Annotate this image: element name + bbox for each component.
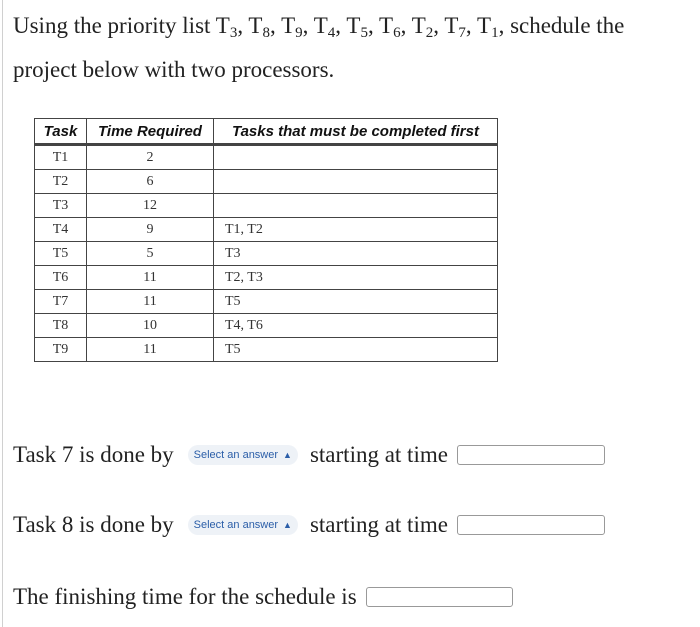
table-row <box>35 145 498 170</box>
priority-item <box>215 13 249 41</box>
cell-task: T8 <box>35 314 87 338</box>
cell-task: T5 <box>35 242 87 266</box>
priority-item-letter: T <box>411 13 426 38</box>
priority-item <box>281 13 314 41</box>
cell-prerequisites: T5 <box>214 290 498 314</box>
priority-item-separator: , <box>498 13 511 38</box>
priority-item-letter: T <box>313 13 328 38</box>
cell-time-required: 5 <box>87 242 214 266</box>
cell-task: T4 <box>35 218 87 242</box>
cell-task: T7 <box>35 290 87 314</box>
priority-item <box>444 13 477 41</box>
table-row <box>35 194 498 218</box>
header-prerequisites: Tasks that must be completed first <box>214 119 498 145</box>
priority-item-subscript: 3 <box>229 25 238 41</box>
priority-item-letter: T <box>477 13 492 38</box>
cell-task: T1 <box>35 145 87 170</box>
priority-item-letter: T <box>248 13 263 38</box>
cell-task: T2 <box>35 170 87 194</box>
priority-item <box>346 13 380 41</box>
cell-time-required: 2 <box>87 145 214 170</box>
priority-item-subscript: 7 <box>458 25 466 41</box>
cell-task: T6 <box>35 266 87 290</box>
intro-trail: schedule the <box>510 13 625 38</box>
priority-item-separator: , <box>269 13 282 38</box>
q1-start-time-input[interactable] <box>457 445 605 465</box>
q2-select-label: Select an answer <box>193 519 279 531</box>
table-row <box>35 218 498 242</box>
intro-lead: Using the priority list <box>13 13 216 38</box>
header-task: Task <box>35 119 87 145</box>
cell-time-required: 11 <box>87 266 214 290</box>
priority-item-letter: T <box>281 13 296 38</box>
cell-prerequisites: T3 <box>214 242 498 266</box>
table-body <box>35 145 498 362</box>
priority-item <box>379 13 412 41</box>
q2-start-time-input[interactable] <box>457 515 605 535</box>
table-row <box>35 338 498 362</box>
table-header-row <box>35 119 498 145</box>
cell-time-required: 10 <box>87 314 214 338</box>
q2-label: Task 8 is done by <box>13 512 174 537</box>
priority-item-separator: , <box>433 13 445 38</box>
cell-task: T3 <box>35 194 87 218</box>
priority-item-separator: , <box>367 13 380 38</box>
priority-item-letter: T <box>444 13 459 38</box>
priority-item <box>411 13 445 41</box>
question-task7 <box>13 442 605 468</box>
priority-item-subscript: 4 <box>327 25 336 41</box>
cell-prerequisites <box>214 194 498 218</box>
priority-item <box>477 13 511 41</box>
q1-select-label: Select an answer <box>193 449 279 461</box>
q2-processor-select[interactable] <box>188 515 298 535</box>
header-time-required: Time Required <box>87 119 214 145</box>
priority-item-separator: , <box>237 13 249 38</box>
table-row <box>35 170 498 194</box>
task-table <box>34 118 498 362</box>
cell-prerequisites <box>214 145 498 170</box>
priority-item-letter: T <box>379 13 394 38</box>
priority-item-separator: , <box>302 13 314 38</box>
cell-time-required: 6 <box>87 170 214 194</box>
q1-label: Task 7 is done by <box>13 442 174 467</box>
cell-time-required: 9 <box>87 218 214 242</box>
table-row <box>35 290 498 314</box>
cell-time-required: 11 <box>87 338 214 362</box>
cell-time-required: 12 <box>87 194 214 218</box>
priority-item-subscript: 6 <box>393 25 401 41</box>
priority-item-separator: , <box>400 13 412 38</box>
priority-item-subscript: 1 <box>491 25 499 41</box>
q2-tail: starting at time <box>309 512 448 537</box>
question-task8 <box>13 512 605 538</box>
chevron-updown-icon: ▲︎ <box>283 450 292 460</box>
priority-item-subscript: 9 <box>295 25 303 41</box>
cell-prerequisites: T5 <box>214 338 498 362</box>
priority-item <box>248 13 282 41</box>
priority-item-subscript: 2 <box>425 25 434 41</box>
priority-item-subscript: 8 <box>262 25 270 41</box>
question-finishing-time <box>13 584 513 610</box>
table-row <box>35 242 498 266</box>
priority-item-letter: T <box>346 13 361 38</box>
cell-prerequisites: T1, T2 <box>214 218 498 242</box>
q1-tail: starting at time <box>309 442 448 467</box>
priority-item-separator: , <box>465 13 477 38</box>
cell-time-required: 11 <box>87 290 214 314</box>
intro-line2: project below with two processors. <box>13 57 335 82</box>
cell-task: T9 <box>35 338 87 362</box>
q3-finishing-time-input[interactable] <box>366 587 513 607</box>
table-row <box>35 266 498 290</box>
cell-prerequisites: T2, T3 <box>214 266 498 290</box>
priority-item-separator: , <box>335 13 347 38</box>
priority-list <box>215 13 511 41</box>
cell-prerequisites <box>214 170 498 194</box>
q1-processor-select[interactable] <box>188 445 298 465</box>
table-row <box>35 314 498 338</box>
problem-statement <box>13 4 700 92</box>
chevron-updown-icon: ▲︎ <box>283 520 292 530</box>
cell-prerequisites: T4, T6 <box>214 314 498 338</box>
priority-item-letter: T <box>215 13 230 38</box>
priority-item-subscript: 5 <box>360 25 368 41</box>
left-border <box>2 0 3 627</box>
q3-label: The finishing time for the schedule is <box>13 584 357 609</box>
priority-item <box>313 13 347 41</box>
